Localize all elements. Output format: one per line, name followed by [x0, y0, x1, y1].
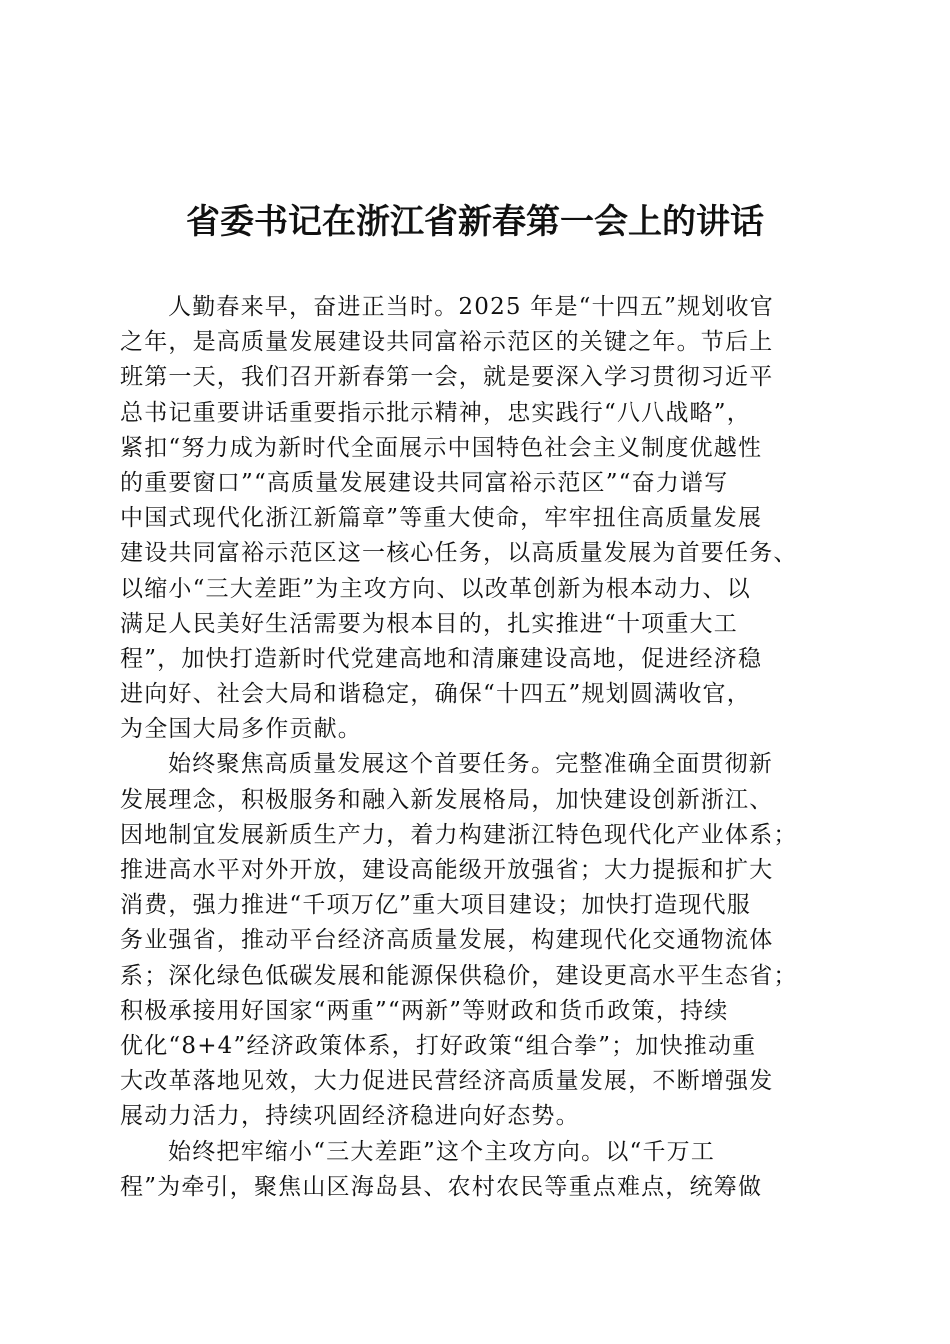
text-line: 人勤春来早，奋进正当时。2025 年是“十四五”规划收官 — [168, 294, 774, 320]
text-line: 推进高水平对外开放，建设高能级开放强省；大力提振和扩大 — [120, 857, 774, 883]
paragraph-3 — [120, 1135, 835, 1205]
text-line: 以缩小“三大差距”为主攻方向、以改革创新为根本动力、以 — [120, 575, 751, 602]
document-title: 省委书记在浙江省新春第一会上的讲话 — [186, 202, 764, 242]
text-line: 进向好、社会大局和谐稳定，确保“十四五”规划圆满收官， — [120, 681, 751, 708]
text-line: 满足人民美好生活需要为根本目的，扎实推进“十项重大工 — [120, 610, 738, 637]
text-line: 始终把牢缩小“三大差距”这个主攻方向。以“千万工 — [168, 1138, 716, 1165]
text-line: 因地制宜发展新质生产力，着力构建浙江特色现代化产业体系； — [120, 821, 798, 848]
text-line: 中国式现代化浙江新篇章”等重大使命，牢牢扭住高质量发展 — [120, 505, 763, 532]
text-line: 程”，加快打造新时代党建高地和清廉建设高地，促进经济稳 — [120, 645, 763, 672]
text-line: 展动力活力，持续巩固经济稳进向好态势。 — [120, 1103, 580, 1130]
text-line: 发展理念，积极服务和融入新发展格局，加快建设创新浙江、 — [120, 786, 774, 813]
text-line: 紧扣“努力成为新时代全面展示中国特色社会主义制度优越性 — [120, 434, 763, 461]
text-line: 始终聚焦高质量发展这个首要任务。完整准确全面贯彻新 — [168, 751, 773, 778]
text-line: 大改革落地见效，大力促进民营经济高质量发展，不断增强发 — [120, 1068, 774, 1095]
document-body — [120, 290, 835, 1205]
text-line: 优化“8+4”经济政策体系，打好政策“组合拳”；加快推动重 — [120, 1032, 757, 1059]
text-line: 之年，是高质量发展建设共同富裕示范区的关键之年。节后上 — [120, 329, 774, 356]
text-line: 建设共同富裕示范区这一核心任务，以高质量发展为首要任务、 — [120, 540, 798, 567]
text-line: 总书记重要讲话重要指示批示精神，忠实践行“八八战略”， — [120, 399, 751, 426]
text-line: 程”为牵引，聚焦山区海岛县、农村农民等重点难点，统筹做 — [120, 1173, 763, 1200]
text-line: 消费，强力推进“千项万亿”重大项目建设；加快打造现代服 — [120, 892, 751, 919]
text-line: 班第一天，我们召开新春第一会，就是要深入学习贯彻习近平 — [120, 364, 774, 391]
text-line: 积极承接用好国家“两重”“两新”等财政和货币政策，持续 — [120, 997, 729, 1024]
paragraph-2 — [120, 747, 835, 1134]
text-line: 的重要窗口”“高质量发展建设共同富裕示范区”“奋力谱写 — [120, 469, 729, 496]
text-line: 务业强省，推动平台经济高质量发展，构建现代化交通物流体 — [120, 927, 774, 954]
paragraph-1 — [120, 290, 835, 747]
text-line: 系；深化绿色低碳发展和能源保供稳价，建设更高水平生态省； — [120, 962, 798, 989]
text-line: 为全国大局多作贡献。 — [120, 716, 362, 743]
